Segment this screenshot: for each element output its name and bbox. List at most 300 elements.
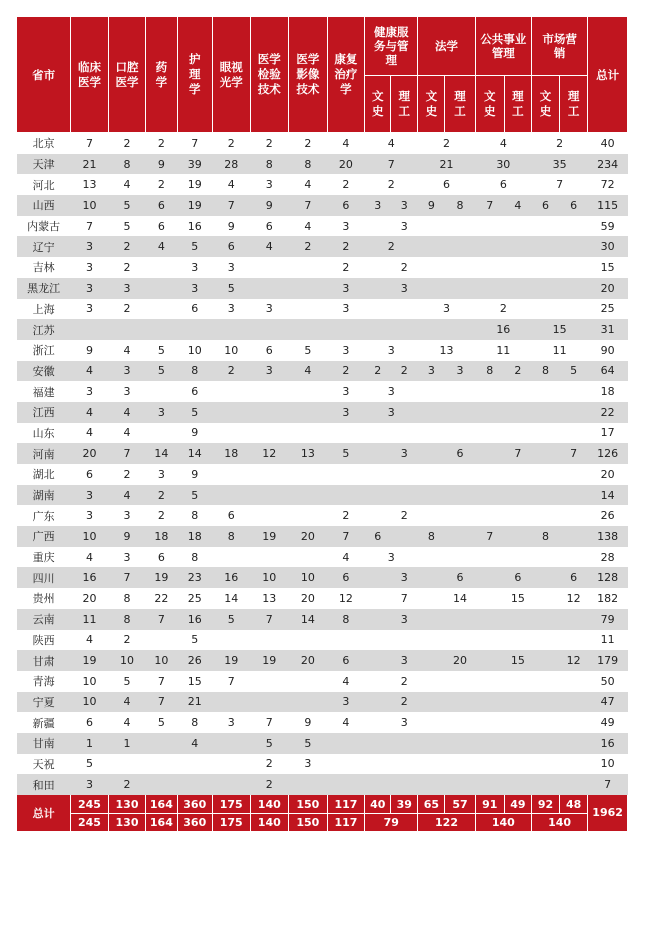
value-cell bbox=[445, 236, 475, 257]
table-body bbox=[17, 133, 628, 796]
value-cell: 6 bbox=[146, 216, 177, 237]
province-cell: 新疆 bbox=[17, 712, 71, 733]
value-cell: 4 bbox=[71, 630, 109, 651]
value-cell: 4 bbox=[146, 236, 177, 257]
value-cell bbox=[560, 754, 588, 775]
value-cell bbox=[445, 712, 475, 733]
province-cell: 天祝 bbox=[17, 754, 71, 775]
major-header: 护理学 bbox=[177, 17, 212, 133]
value-cell bbox=[250, 278, 289, 299]
value-cell bbox=[475, 443, 504, 464]
value-cell: 30 bbox=[475, 154, 531, 175]
value-cell: 12 bbox=[327, 588, 365, 609]
value-cell: 12 bbox=[560, 650, 588, 671]
value-cell: 2 bbox=[327, 257, 365, 278]
value-cell bbox=[250, 464, 289, 485]
value-cell: 6 bbox=[560, 195, 588, 216]
value-cell: 9 bbox=[250, 195, 289, 216]
value-cell: 3 bbox=[71, 299, 109, 320]
value-cell bbox=[289, 402, 328, 423]
value-cell bbox=[365, 505, 391, 526]
value-cell: 8 bbox=[250, 154, 289, 175]
value-cell: 5 bbox=[108, 671, 146, 692]
value-cell: 3 bbox=[71, 485, 109, 506]
major-header: 康复治疗学 bbox=[327, 17, 365, 133]
value-cell bbox=[531, 485, 559, 506]
value-cell: 3 bbox=[327, 402, 365, 423]
row-total-cell: 49 bbox=[588, 712, 628, 733]
row-total-cell: 11 bbox=[588, 630, 628, 651]
province-cell: 辽宁 bbox=[17, 236, 71, 257]
value-cell: 7 bbox=[146, 692, 177, 713]
value-cell: 7 bbox=[560, 443, 588, 464]
value-cell bbox=[445, 671, 475, 692]
value-cell: 6 bbox=[177, 381, 212, 402]
footer-cell: 91 bbox=[475, 795, 504, 814]
footer-cell: 57 bbox=[445, 795, 475, 814]
value-cell: 3 bbox=[365, 340, 418, 361]
value-cell: 6 bbox=[250, 340, 289, 361]
value-cell: 2 bbox=[108, 299, 146, 320]
value-cell bbox=[146, 319, 177, 340]
value-cell: 2 bbox=[289, 133, 328, 154]
value-cell bbox=[445, 319, 475, 340]
value-cell bbox=[289, 464, 328, 485]
value-cell bbox=[327, 774, 365, 795]
value-cell: 3 bbox=[108, 381, 146, 402]
row-total-cell: 179 bbox=[588, 650, 628, 671]
value-cell bbox=[531, 650, 559, 671]
value-cell: 1 bbox=[108, 733, 146, 754]
value-cell bbox=[418, 278, 445, 299]
value-cell: 7 bbox=[475, 195, 504, 216]
footer-cell: 175 bbox=[212, 814, 250, 832]
value-cell bbox=[475, 547, 504, 568]
value-cell: 19 bbox=[250, 650, 289, 671]
value-cell: 4 bbox=[289, 216, 328, 237]
province-header: 省市 bbox=[17, 17, 71, 133]
value-cell bbox=[445, 609, 475, 630]
value-cell bbox=[327, 319, 365, 340]
footer-cell: 40 bbox=[365, 795, 391, 814]
value-cell: 4 bbox=[108, 174, 146, 195]
footer-cell: 150 bbox=[289, 795, 328, 814]
footer-cell: 130 bbox=[108, 814, 146, 832]
footer-group-total: 140 bbox=[531, 814, 587, 832]
province-cell: 宁夏 bbox=[17, 692, 71, 713]
value-cell: 28 bbox=[212, 154, 250, 175]
value-cell bbox=[365, 423, 391, 444]
table-row bbox=[17, 154, 628, 175]
value-cell bbox=[212, 630, 250, 651]
value-cell: 2 bbox=[327, 361, 365, 382]
table-row bbox=[17, 505, 628, 526]
value-cell bbox=[445, 464, 475, 485]
value-cell: 13 bbox=[71, 174, 109, 195]
value-cell: 6 bbox=[504, 567, 531, 588]
value-cell bbox=[560, 609, 588, 630]
value-cell bbox=[289, 630, 328, 651]
value-cell: 23 bbox=[177, 567, 212, 588]
row-total-cell: 20 bbox=[588, 464, 628, 485]
value-cell bbox=[391, 319, 418, 340]
group-header: 市场营销 bbox=[531, 17, 587, 76]
value-cell bbox=[250, 402, 289, 423]
value-cell: 4 bbox=[365, 133, 418, 154]
value-cell bbox=[560, 733, 588, 754]
value-cell bbox=[560, 692, 588, 713]
value-cell: 2 bbox=[250, 774, 289, 795]
value-cell: 10 bbox=[146, 650, 177, 671]
table-row bbox=[17, 319, 628, 340]
value-cell: 1 bbox=[71, 733, 109, 754]
value-cell bbox=[391, 754, 418, 775]
value-cell bbox=[418, 712, 445, 733]
footer-group-total: 140 bbox=[475, 814, 531, 832]
value-cell bbox=[445, 485, 475, 506]
value-cell: 2 bbox=[108, 464, 146, 485]
value-cell bbox=[391, 423, 418, 444]
value-cell: 20 bbox=[289, 526, 328, 547]
value-cell: 4 bbox=[212, 174, 250, 195]
value-cell: 3 bbox=[365, 402, 418, 423]
value-cell bbox=[504, 630, 531, 651]
province-cell: 重庆 bbox=[17, 547, 71, 568]
value-cell bbox=[418, 650, 445, 671]
value-cell bbox=[391, 733, 418, 754]
value-cell: 4 bbox=[327, 547, 365, 568]
value-cell bbox=[475, 505, 504, 526]
row-total-cell: 50 bbox=[588, 671, 628, 692]
table-row bbox=[17, 733, 628, 754]
table-row bbox=[17, 464, 628, 485]
value-cell: 4 bbox=[71, 423, 109, 444]
value-cell: 7 bbox=[250, 712, 289, 733]
value-cell bbox=[560, 402, 588, 423]
value-cell: 3 bbox=[108, 505, 146, 526]
value-cell bbox=[445, 381, 475, 402]
subgroup-header: 理工 bbox=[560, 76, 588, 133]
value-cell: 15 bbox=[504, 588, 531, 609]
value-cell: 10 bbox=[212, 340, 250, 361]
footer-cell: 65 bbox=[418, 795, 445, 814]
value-cell bbox=[418, 319, 445, 340]
table-header bbox=[17, 17, 628, 133]
value-cell: 3 bbox=[327, 340, 365, 361]
value-cell bbox=[177, 319, 212, 340]
total-header: 总计 bbox=[588, 17, 628, 133]
value-cell: 3 bbox=[108, 361, 146, 382]
province-cell: 河南 bbox=[17, 443, 71, 464]
value-cell bbox=[250, 319, 289, 340]
value-cell: 4 bbox=[327, 671, 365, 692]
value-cell: 6 bbox=[365, 526, 391, 547]
row-total-cell: 47 bbox=[588, 692, 628, 713]
footer-group-total: 122 bbox=[418, 814, 475, 832]
table-footer bbox=[17, 795, 628, 831]
table-row bbox=[17, 381, 628, 402]
table-row bbox=[17, 485, 628, 506]
value-cell: 20 bbox=[327, 154, 365, 175]
value-cell: 3 bbox=[146, 464, 177, 485]
value-cell: 6 bbox=[250, 216, 289, 237]
value-cell: 20 bbox=[289, 588, 328, 609]
value-cell: 3 bbox=[71, 257, 109, 278]
value-cell: 6 bbox=[445, 567, 475, 588]
major-header: 临床医学 bbox=[71, 17, 109, 133]
value-cell bbox=[418, 216, 445, 237]
value-cell bbox=[531, 774, 559, 795]
value-cell: 5 bbox=[212, 278, 250, 299]
value-cell: 19 bbox=[177, 195, 212, 216]
value-cell: 10 bbox=[108, 650, 146, 671]
value-cell: 2 bbox=[391, 505, 418, 526]
value-cell: 2 bbox=[289, 236, 328, 257]
row-total-cell: 138 bbox=[588, 526, 628, 547]
value-cell bbox=[289, 423, 328, 444]
value-cell bbox=[289, 381, 328, 402]
value-cell: 3 bbox=[71, 278, 109, 299]
value-cell: 4 bbox=[327, 133, 365, 154]
table-row bbox=[17, 278, 628, 299]
value-cell: 8 bbox=[475, 361, 504, 382]
value-cell: 3 bbox=[212, 257, 250, 278]
value-cell: 6 bbox=[146, 547, 177, 568]
row-total-cell: 31 bbox=[588, 319, 628, 340]
value-cell: 4 bbox=[108, 402, 146, 423]
value-cell bbox=[531, 547, 559, 568]
footer-cell: 49 bbox=[504, 795, 531, 814]
value-cell bbox=[289, 774, 328, 795]
value-cell: 9 bbox=[289, 712, 328, 733]
value-cell: 5 bbox=[108, 216, 146, 237]
footer-cell: 245 bbox=[71, 814, 109, 832]
value-cell bbox=[391, 299, 418, 320]
value-cell: 3 bbox=[71, 505, 109, 526]
value-cell: 8 bbox=[108, 588, 146, 609]
table-row bbox=[17, 547, 628, 568]
province-cell: 浙江 bbox=[17, 340, 71, 361]
table-row bbox=[17, 588, 628, 609]
value-cell: 26 bbox=[177, 650, 212, 671]
value-cell: 14 bbox=[289, 609, 328, 630]
value-cell: 2 bbox=[365, 361, 391, 382]
value-cell bbox=[327, 464, 365, 485]
value-cell bbox=[475, 733, 504, 754]
value-cell: 16 bbox=[177, 609, 212, 630]
value-cell: 2 bbox=[108, 257, 146, 278]
value-cell: 3 bbox=[289, 754, 328, 775]
value-cell: 9 bbox=[177, 423, 212, 444]
table-row bbox=[17, 774, 628, 795]
value-cell: 19 bbox=[71, 650, 109, 671]
value-cell: 3 bbox=[250, 174, 289, 195]
value-cell: 15 bbox=[177, 671, 212, 692]
value-cell bbox=[365, 319, 391, 340]
province-cell: 福建 bbox=[17, 381, 71, 402]
value-cell bbox=[418, 381, 445, 402]
value-cell bbox=[475, 381, 504, 402]
value-cell: 8 bbox=[531, 526, 559, 547]
value-cell: 9 bbox=[418, 195, 445, 216]
value-cell: 6 bbox=[531, 195, 559, 216]
value-cell bbox=[475, 630, 504, 651]
province-cell: 内蒙古 bbox=[17, 216, 71, 237]
value-cell bbox=[504, 485, 531, 506]
value-cell bbox=[365, 609, 391, 630]
row-total-cell: 22 bbox=[588, 402, 628, 423]
table-row bbox=[17, 609, 628, 630]
value-cell: 2 bbox=[418, 133, 475, 154]
value-cell bbox=[146, 381, 177, 402]
value-cell: 8 bbox=[418, 526, 445, 547]
value-cell bbox=[212, 423, 250, 444]
value-cell bbox=[504, 257, 531, 278]
value-cell: 3 bbox=[445, 361, 475, 382]
value-cell: 5 bbox=[71, 754, 109, 775]
value-cell: 2 bbox=[108, 236, 146, 257]
value-cell: 3 bbox=[71, 236, 109, 257]
value-cell: 3 bbox=[108, 278, 146, 299]
row-total-cell: 20 bbox=[588, 278, 628, 299]
value-cell: 19 bbox=[177, 174, 212, 195]
value-cell: 3 bbox=[391, 216, 418, 237]
province-cell: 安徽 bbox=[17, 361, 71, 382]
value-cell bbox=[531, 588, 559, 609]
value-cell: 3 bbox=[391, 650, 418, 671]
value-cell: 6 bbox=[71, 712, 109, 733]
value-cell: 7 bbox=[391, 588, 418, 609]
value-cell: 3 bbox=[177, 257, 212, 278]
value-cell: 20 bbox=[71, 443, 109, 464]
value-cell bbox=[365, 278, 391, 299]
row-total-cell: 25 bbox=[588, 299, 628, 320]
value-cell bbox=[531, 630, 559, 651]
value-cell bbox=[146, 257, 177, 278]
row-total-cell: 40 bbox=[588, 133, 628, 154]
value-cell: 8 bbox=[531, 361, 559, 382]
value-cell: 9 bbox=[71, 340, 109, 361]
value-cell bbox=[212, 319, 250, 340]
value-cell bbox=[212, 381, 250, 402]
province-cell: 贵州 bbox=[17, 588, 71, 609]
province-cell: 山西 bbox=[17, 195, 71, 216]
value-cell: 2 bbox=[146, 133, 177, 154]
subgroup-header: 文史 bbox=[531, 76, 559, 133]
value-cell bbox=[250, 381, 289, 402]
table-row bbox=[17, 754, 628, 775]
value-cell: 6 bbox=[475, 174, 531, 195]
value-cell: 14 bbox=[445, 588, 475, 609]
province-cell: 江苏 bbox=[17, 319, 71, 340]
value-cell: 8 bbox=[177, 505, 212, 526]
value-cell bbox=[212, 692, 250, 713]
value-cell bbox=[146, 299, 177, 320]
value-cell: 4 bbox=[250, 236, 289, 257]
value-cell: 9 bbox=[146, 154, 177, 175]
footer-cell: 39 bbox=[391, 795, 418, 814]
value-cell bbox=[250, 505, 289, 526]
value-cell: 7 bbox=[365, 154, 418, 175]
value-cell: 11 bbox=[475, 340, 531, 361]
value-cell: 2 bbox=[108, 630, 146, 651]
value-cell: 3 bbox=[391, 195, 418, 216]
value-cell bbox=[504, 671, 531, 692]
value-cell: 2 bbox=[250, 133, 289, 154]
value-cell bbox=[560, 630, 588, 651]
major-header: 医学检验技术 bbox=[250, 17, 289, 133]
value-cell bbox=[531, 464, 559, 485]
value-cell: 10 bbox=[289, 567, 328, 588]
value-cell: 3 bbox=[71, 381, 109, 402]
value-cell: 9 bbox=[177, 464, 212, 485]
value-cell bbox=[475, 692, 504, 713]
value-cell bbox=[445, 733, 475, 754]
value-cell bbox=[475, 423, 504, 444]
value-cell bbox=[504, 505, 531, 526]
value-cell bbox=[445, 692, 475, 713]
table-row bbox=[17, 567, 628, 588]
value-cell bbox=[560, 547, 588, 568]
value-cell bbox=[327, 485, 365, 506]
value-cell bbox=[289, 671, 328, 692]
value-cell: 6 bbox=[212, 236, 250, 257]
value-cell bbox=[475, 464, 504, 485]
value-cell: 6 bbox=[560, 567, 588, 588]
value-cell bbox=[365, 733, 391, 754]
subgroup-header: 文史 bbox=[365, 76, 391, 133]
value-cell bbox=[475, 257, 504, 278]
value-cell bbox=[289, 278, 328, 299]
value-cell: 3 bbox=[418, 299, 475, 320]
value-cell bbox=[391, 526, 418, 547]
table-row bbox=[17, 174, 628, 195]
value-cell: 7 bbox=[327, 526, 365, 547]
value-cell: 15 bbox=[531, 319, 587, 340]
footer-cell: 92 bbox=[531, 795, 559, 814]
value-cell bbox=[531, 671, 559, 692]
value-cell: 6 bbox=[71, 464, 109, 485]
value-cell bbox=[560, 257, 588, 278]
value-cell: 4 bbox=[289, 361, 328, 382]
value-cell: 7 bbox=[250, 609, 289, 630]
row-total-cell: 14 bbox=[588, 485, 628, 506]
value-cell bbox=[327, 423, 365, 444]
value-cell: 8 bbox=[177, 712, 212, 733]
value-cell bbox=[531, 257, 559, 278]
value-cell bbox=[418, 547, 445, 568]
footer-cell: 360 bbox=[177, 795, 212, 814]
value-cell: 16 bbox=[177, 216, 212, 237]
value-cell: 5 bbox=[289, 340, 328, 361]
value-cell: 2 bbox=[146, 505, 177, 526]
table-row bbox=[17, 423, 628, 444]
footer-cell: 130 bbox=[108, 795, 146, 814]
value-cell: 3 bbox=[327, 216, 365, 237]
value-cell bbox=[365, 712, 391, 733]
value-cell bbox=[212, 464, 250, 485]
value-cell: 12 bbox=[250, 443, 289, 464]
value-cell: 19 bbox=[212, 650, 250, 671]
value-cell bbox=[418, 402, 445, 423]
value-cell: 5 bbox=[250, 733, 289, 754]
value-cell: 19 bbox=[250, 526, 289, 547]
value-cell bbox=[560, 278, 588, 299]
value-cell: 7 bbox=[71, 133, 109, 154]
value-cell bbox=[531, 443, 559, 464]
province-cell: 广东 bbox=[17, 505, 71, 526]
table-row bbox=[17, 216, 628, 237]
